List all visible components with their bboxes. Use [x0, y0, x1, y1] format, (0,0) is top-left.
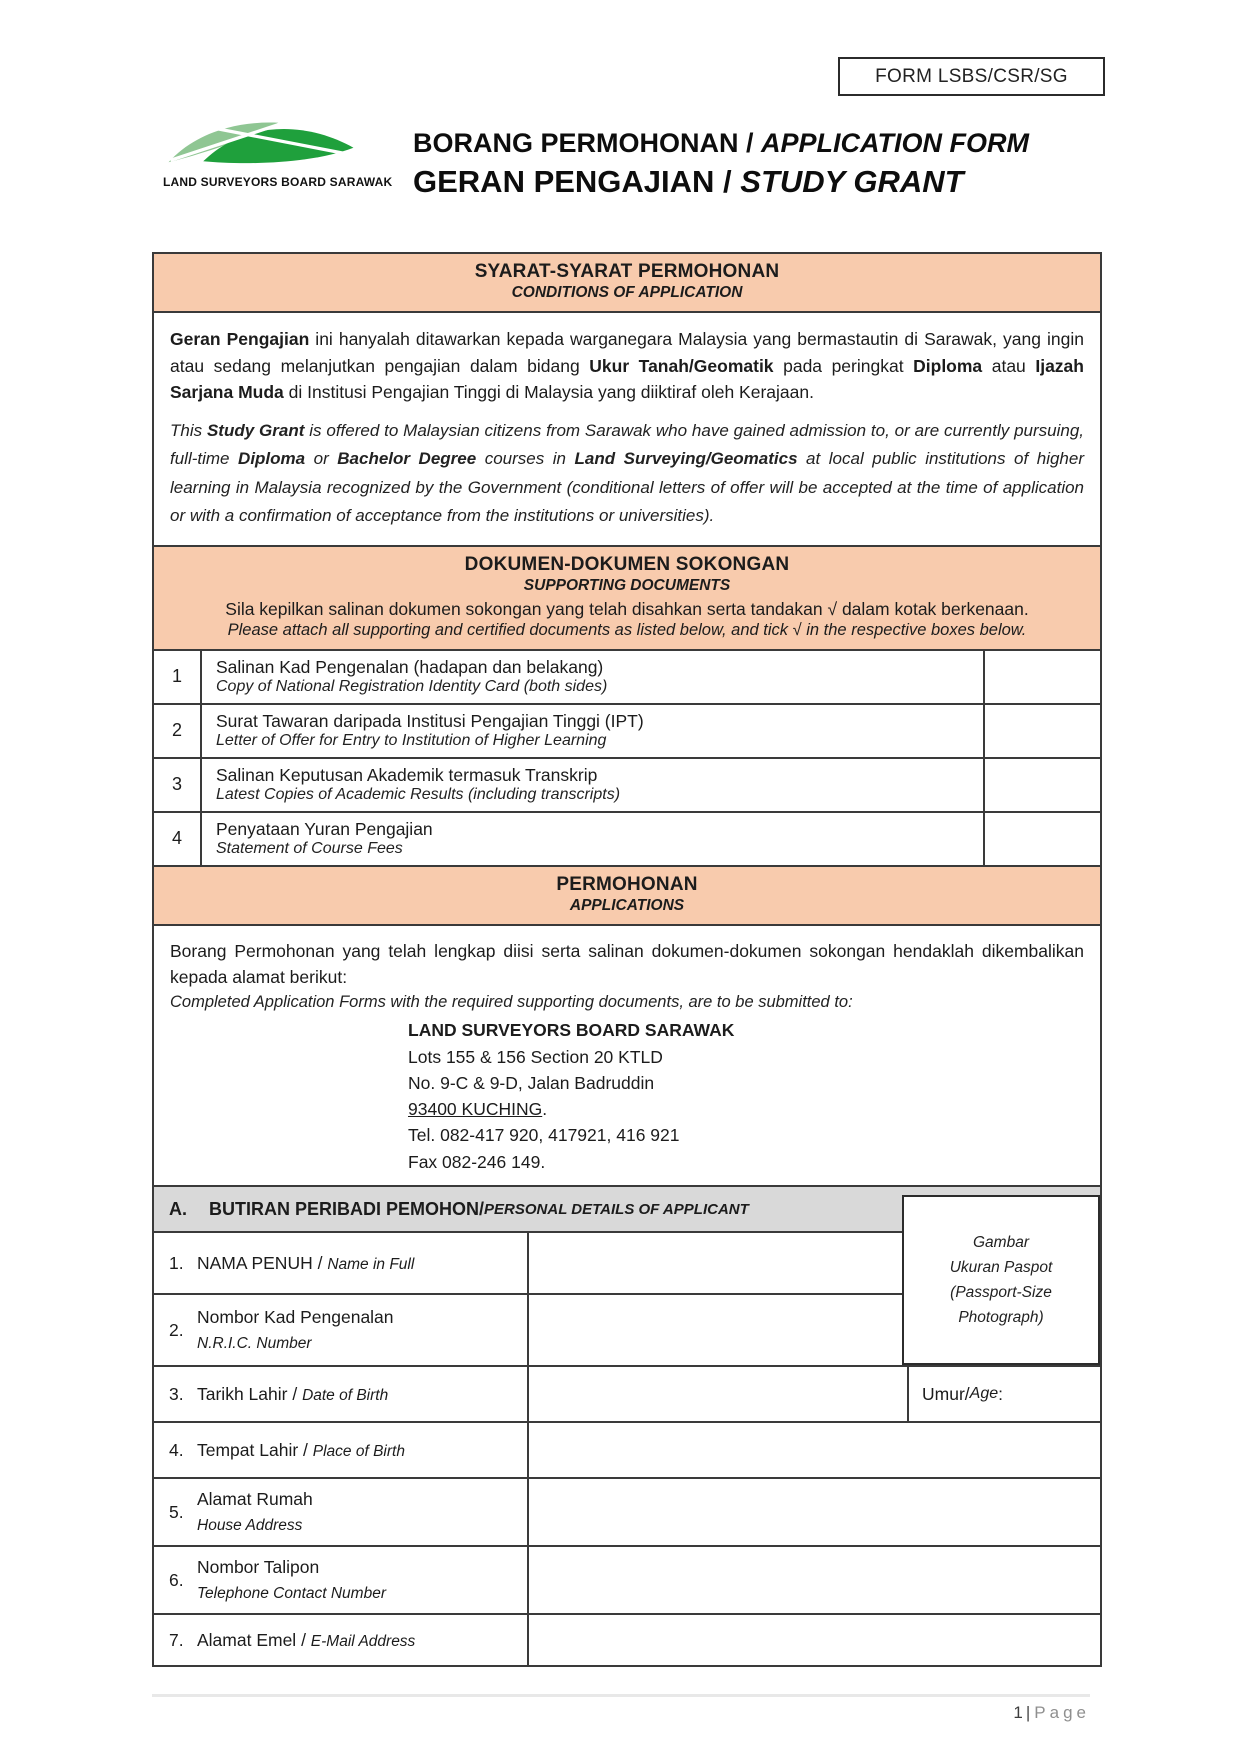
tick-checkbox-cell[interactable]: [985, 651, 1100, 703]
passport-photo-box: [902, 1195, 1100, 1365]
document-description: [202, 759, 985, 811]
conditions-header: [154, 254, 1100, 313]
applications-heading-my: PERMOHONAN: [556, 873, 698, 895]
document-title-en: Letter of Offer for Entry to Institution of Higher Learning: [216, 732, 607, 750]
subtitle-separator: /: [714, 164, 741, 199]
house-address-input-cell[interactable]: [529, 1479, 1100, 1545]
field-row-house-address: [154, 1479, 1100, 1547]
address-city: [408, 1096, 1084, 1122]
field-label-house-address: 5. Alamat Rumah House Address: [154, 1479, 529, 1545]
applications-body: [154, 926, 1100, 1190]
field-number: 1.: [169, 1252, 184, 1273]
field-number: 2.: [169, 1319, 184, 1340]
documents-note-en: Please attach all supporting and certified documents as listed below, and tick √ in the respective boxes below.: [227, 620, 1027, 639]
birthplace-input-cell[interactable]: [529, 1423, 1100, 1477]
address-fax: Fax 082-246 149.: [408, 1151, 546, 1172]
footer-divider: |: [1025, 1703, 1031, 1722]
page-title-line1: [413, 128, 1029, 159]
conditions-body: [154, 313, 1100, 547]
page-label: Page: [1034, 1703, 1090, 1722]
tick-checkbox-cell[interactable]: [985, 813, 1100, 865]
age-input-cell[interactable]: Umur / Age :: [907, 1367, 1100, 1421]
title-en: APPLICATION FORM: [761, 128, 1030, 158]
address-tel: Tel. 082-417 920, 417921, 416 921: [408, 1125, 680, 1146]
subtitle-my: GERAN PENGAJIAN: [413, 164, 715, 199]
field-number: 5.: [169, 1501, 184, 1522]
conditions-heading-en: CONDITIONS OF APPLICATION: [511, 284, 743, 301]
dob-input-cell[interactable]: [529, 1367, 907, 1421]
documents-heading-en: SUPPORTING DOCUMENTS: [523, 576, 731, 594]
field-row-birthplace: [154, 1423, 1100, 1479]
tick-checkbox-cell[interactable]: [985, 759, 1100, 811]
field-row-email: [154, 1615, 1100, 1665]
conditions-heading-my: SYARAT-SYARAT PERMOHONAN: [474, 261, 780, 282]
form-code-box: [838, 57, 1105, 96]
address-line2: No. 9-C & 9-D, Jalan Badruddin: [408, 1072, 655, 1093]
document-number: 2: [154, 705, 202, 757]
page-footer: [152, 1703, 1090, 1723]
field-row-telephone: [154, 1547, 1100, 1615]
document-description: [202, 813, 985, 865]
applications-paragraph-en: Completed Application Forms with the required supporting documents, are to be submitted to:: [170, 993, 853, 1012]
email-input-cell[interactable]: [529, 1615, 1100, 1665]
documents-list: [154, 651, 1100, 867]
documents-note-my: Sila kepilkan salinan dokumen sokongan yang telah disahkan serta tandakan √ dalam kotak berkenaan.: [225, 598, 1029, 619]
submission-address: [408, 1017, 1084, 1175]
conditions-paragraph-my: Geran Pengajian ini hanyalah ditawarkan kepada warganegara Malaysia yang bermastautin di Sarawak, yang ingin atau sedang melanjutkan pengajian dalam bidang Ukur Tanah/Geomatik pada peringkat Diploma atau Ijazah Sarjana Muda di Institusi Pengajian Tinggi di Malaysia yang diiktiraf oleh Kerajaan.: [170, 329, 1084, 403]
field-label-email: 7. Alamat Emel / E-Mail Address: [154, 1615, 529, 1665]
field-label-nric: 2. Nombor Kad Pengenalan N.R.I.C. Number: [154, 1295, 529, 1365]
tick-checkbox-cell[interactable]: [985, 705, 1100, 757]
logo-block: [163, 116, 393, 189]
address-line1: Lots 155 & 156 Section 20 KTLD: [408, 1046, 663, 1067]
subtitle-en: STUDY GRANT: [740, 164, 964, 199]
documents-header: [154, 547, 1100, 651]
field-label-birthplace: 4. Tempat Lahir / Place of Birth: [154, 1423, 529, 1477]
field-row-dob: [154, 1367, 1100, 1423]
section-a-table: [152, 1185, 1102, 1667]
page-number: 1: [1013, 1703, 1023, 1722]
field-number: 3.: [169, 1383, 184, 1404]
section-letter: A.: [169, 1198, 187, 1219]
footer-divider-line: [152, 1694, 1090, 1697]
document-description: [202, 705, 985, 757]
field-label-telephone: 6. Nombor Talipon Telephone Contact Number: [154, 1547, 529, 1613]
document-title-en: Latest Copies of Academic Results (including transcripts): [216, 786, 621, 804]
document-row: [154, 759, 1100, 813]
document-title-my: Salinan Keputusan Akademik termasuk Transkrip: [216, 765, 598, 786]
document-description: [202, 651, 985, 703]
document-number: 1: [154, 651, 202, 703]
section-a-separator: /: [479, 1198, 485, 1219]
document-number: 3: [154, 759, 202, 811]
applications-paragraph-my: Borang Permohonan yang telah lengkap diisi serta salinan dokumen-dokumen sokongan hendaklah dikembalikan kepada alamat berikut:: [170, 940, 1084, 988]
lsbs-logo-icon: [163, 116, 359, 168]
document-title-en: Statement of Course Fees: [216, 840, 403, 858]
logo-caption: LAND SURVEYORS BOARD SARAWAK: [163, 175, 393, 189]
field-label-name: 1. NAMA PENUH / Name in Full: [154, 1233, 529, 1293]
address-city-suffix: .: [542, 1099, 548, 1120]
main-info-table: [152, 252, 1102, 1192]
age-label-en: Age: [969, 1385, 999, 1402]
conditions-paragraph-en: This Study Grant is offered to Malaysian citizens from Sarawak who have gained admission to, or are currently pursuing, full-time Diploma or Bachelor Degree courses in Land Surveying/Geomatics at local public institutions of higher learning in Malaysia recognized by the Government (conditional letters of offer will be accepted at the time of application or with a confirmation of acceptance from the institutions or universities).: [170, 420, 1084, 526]
field-number: 6.: [169, 1569, 184, 1590]
field-number: 4.: [169, 1439, 184, 1460]
field-label-dob: 3. Tarikh Lahir / Date of Birth: [154, 1367, 529, 1421]
document-row: [154, 813, 1100, 867]
title-separator: /: [738, 128, 762, 158]
documents-heading-my: DOKUMEN-DOKUMEN SOKONGAN: [464, 553, 790, 575]
document-title-my: Salinan Kad Pengenalan (hadapan dan belakang): [216, 657, 604, 678]
document-title-en: Copy of National Registration Identity Card (both sides): [216, 678, 608, 696]
document-title-my: Penyataan Yuran Pengajian: [216, 819, 433, 840]
applications-heading-en: APPLICATIONS: [569, 896, 685, 914]
applications-header: [154, 867, 1100, 926]
section-a-heading-my: BUTIRAN PERIBADI PEMOHON: [209, 1198, 480, 1219]
form-code-text: FORM LSBS/CSR/SG: [875, 65, 1068, 87]
document-row: [154, 705, 1100, 759]
document-title-my: Surat Tawaran daripada Institusi Pengajian Tinggi (IPT): [216, 711, 644, 732]
document-number: 4: [154, 813, 202, 865]
address-city-underlined: 93400 KUCHING: [408, 1099, 543, 1120]
page-title-line2: [413, 164, 1029, 200]
address-org-name: LAND SURVEYORS BOARD SARAWAK: [408, 1020, 735, 1041]
passport-photo-label: Gambar Ukuran Paspot (Passport-Size Photograph): [949, 1233, 1053, 1327]
field-number: 7.: [169, 1629, 184, 1650]
document-row: [154, 651, 1100, 705]
age-label-my: Umur: [922, 1383, 965, 1404]
telephone-input-cell[interactable]: [529, 1547, 1100, 1613]
title-my: BORANG PERMOHONAN: [413, 128, 739, 158]
title-block: [413, 128, 1029, 200]
section-a-heading-en: PERSONAL DETAILS OF APPLICANT: [484, 1200, 749, 1218]
